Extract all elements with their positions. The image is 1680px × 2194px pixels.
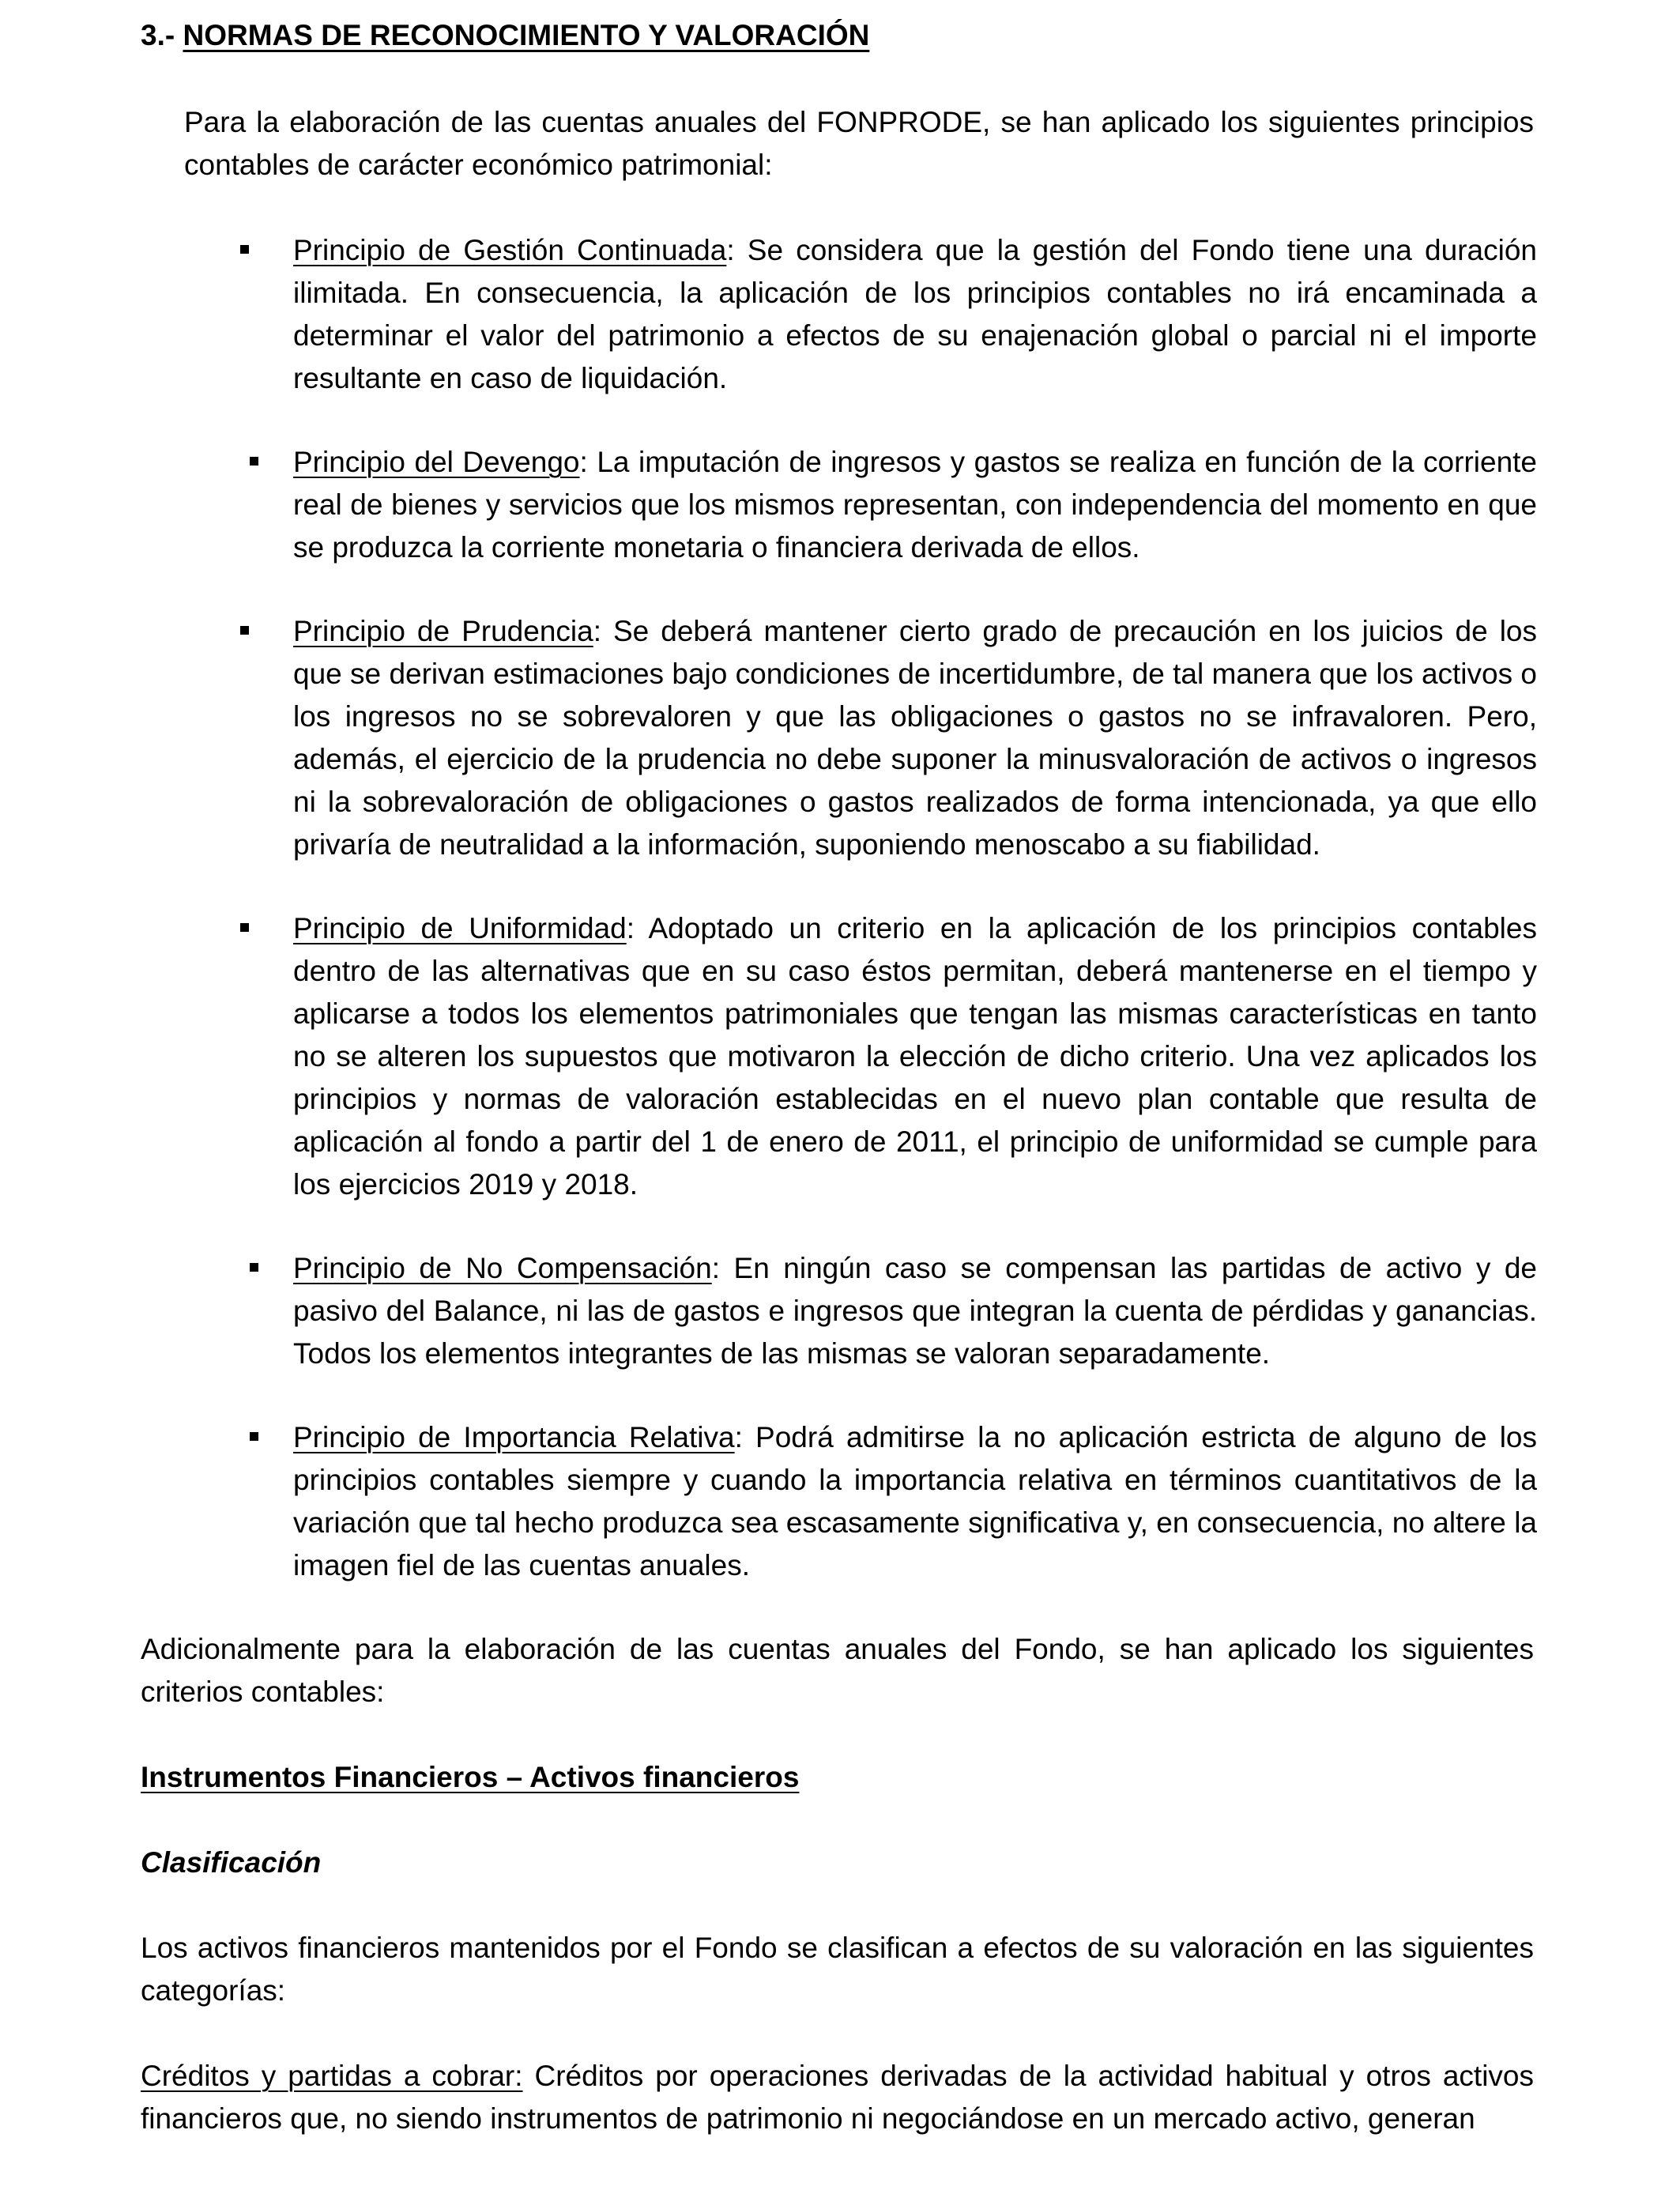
principle-name: Principio de No Compensación — [293, 1252, 712, 1284]
section-heading — [141, 14, 869, 57]
principle-item — [293, 229, 1537, 400]
principle-item — [293, 610, 1537, 866]
principle-item — [293, 441, 1537, 569]
bullet-icon — [250, 1432, 258, 1441]
principle-item — [293, 907, 1537, 1206]
principle-name: Principio del Devengo — [293, 446, 580, 478]
financial-instruments-heading: Instrumentos Financieros – Activos financieros — [141, 1761, 800, 1793]
principle-text: : Se considera que la gestión del Fondo tiene una duración ilimitada. En consecuencia, la aplicación de los principios contables no irá encaminada a determinar el valor del patrimonio a efectos de su enajenación global o parcial ni el importe resultante en caso de liquidación. — [293, 234, 1537, 394]
bullet-icon — [240, 923, 249, 932]
section-title: NORMAS DE RECONOCIMIENTO Y VALORACIÓN — [183, 19, 870, 51]
intro-paragraph: Para la elaboración de las cuentas anuales del FONPRODE, se han aplicado los siguientes principios contables de carácter económico patrimonial: — [184, 106, 1534, 181]
credits-label: Créditos y partidas a cobrar: — [141, 2060, 523, 2092]
principle-name: Principio de Importancia Relativa — [293, 1421, 735, 1453]
section-number: 3.- — [141, 19, 175, 51]
principle-text: : Se deberá mantener cierto grado de precaución en los juicios de los que se derivan estimaciones bajo condiciones de incertidumbre, de tal manera que los activos o los ingresos no se sobrevaloren y que las obligaciones o gastos no se infravaloren. Pero, además, el ejercicio de la prudencia no debe suponer la minusvaloración de activos o ingresos ni la sobrevaloración de obligaciones o gastos realizados de forma intencionada, ya que ello privaría de neutralidad a la información, suponiendo menoscabo a su fiabilidad. — [293, 615, 1537, 861]
principle-name: Principio de Uniformidad — [293, 912, 627, 944]
principle-text: : Adoptado un criterio en la aplicación de los principios contables dentro de las alternativas que en su caso éstos permitan, deberá mantenerse en el tiempo y aplicarse a todos los elementos patrimoniales que tengan las mismas características en tanto no se alteren los supuestos que motivaron la elección de dicho criterio. Una vez aplicados los principios y normas de valoración establecidas en el nuevo plan contable que resulta de aplicación al fondo a partir del 1 de enero de 2011, el principio de uniformidad se cumple para los ejercicios 2019 y 2018. — [293, 912, 1537, 1201]
principle-text: : En ningún caso se compensan las partidas de activo y de pasivo del Balance, ni las de gastos e ingresos que integran la cuenta de pérdidas y ganancias. Todos los elementos integrantes de las mismas se valoran separadamente. — [293, 1252, 1537, 1370]
bullet-icon — [240, 626, 249, 635]
credits-text: Créditos por operaciones derivadas de la actividad habitual y otros activos financieros que, no siendo instrumentos de patrimonio ni negociándose en un mercado activo, generan — [141, 2060, 1534, 2135]
classification-paragraph: Los activos financieros mantenidos por el Fondo se clasifican a efectos de su valoración en las siguientes categorías: — [141, 1932, 1534, 2007]
principle-name: Principio de Gestión Continuada — [293, 234, 727, 266]
additional-paragraph: Adicionalmente para la elaboración de las cuentas anuales del Fondo, se han aplicado los siguientes criterios contables: — [141, 1633, 1534, 1708]
principle-text: : La imputación de ingresos y gastos se realiza en función de la corriente real de bienes y servicios que los mismos representan, con independencia del momento en que se produzca la corriente monetaria o financiera derivada de ellos. — [293, 446, 1537, 564]
bullet-icon — [250, 457, 258, 466]
bullet-icon — [250, 1263, 258, 1272]
classification-heading: Clasificación — [141, 1846, 322, 1879]
bullet-icon — [240, 245, 249, 254]
principle-item — [293, 1247, 1537, 1375]
credits-paragraph — [141, 2055, 1534, 2140]
principle-item — [293, 1416, 1537, 1587]
principle-name: Principio de Prudencia — [293, 615, 593, 647]
principle-text: : Podrá admitirse la no aplicación estricta de alguno de los principios contables siempre y cuando la importancia relativa en términos cuantitativos de la variación que tal hecho produzca sea escasamente significativa y, en consecuencia, no altere la imagen fiel de las cuentas anuales. — [293, 1421, 1538, 1581]
